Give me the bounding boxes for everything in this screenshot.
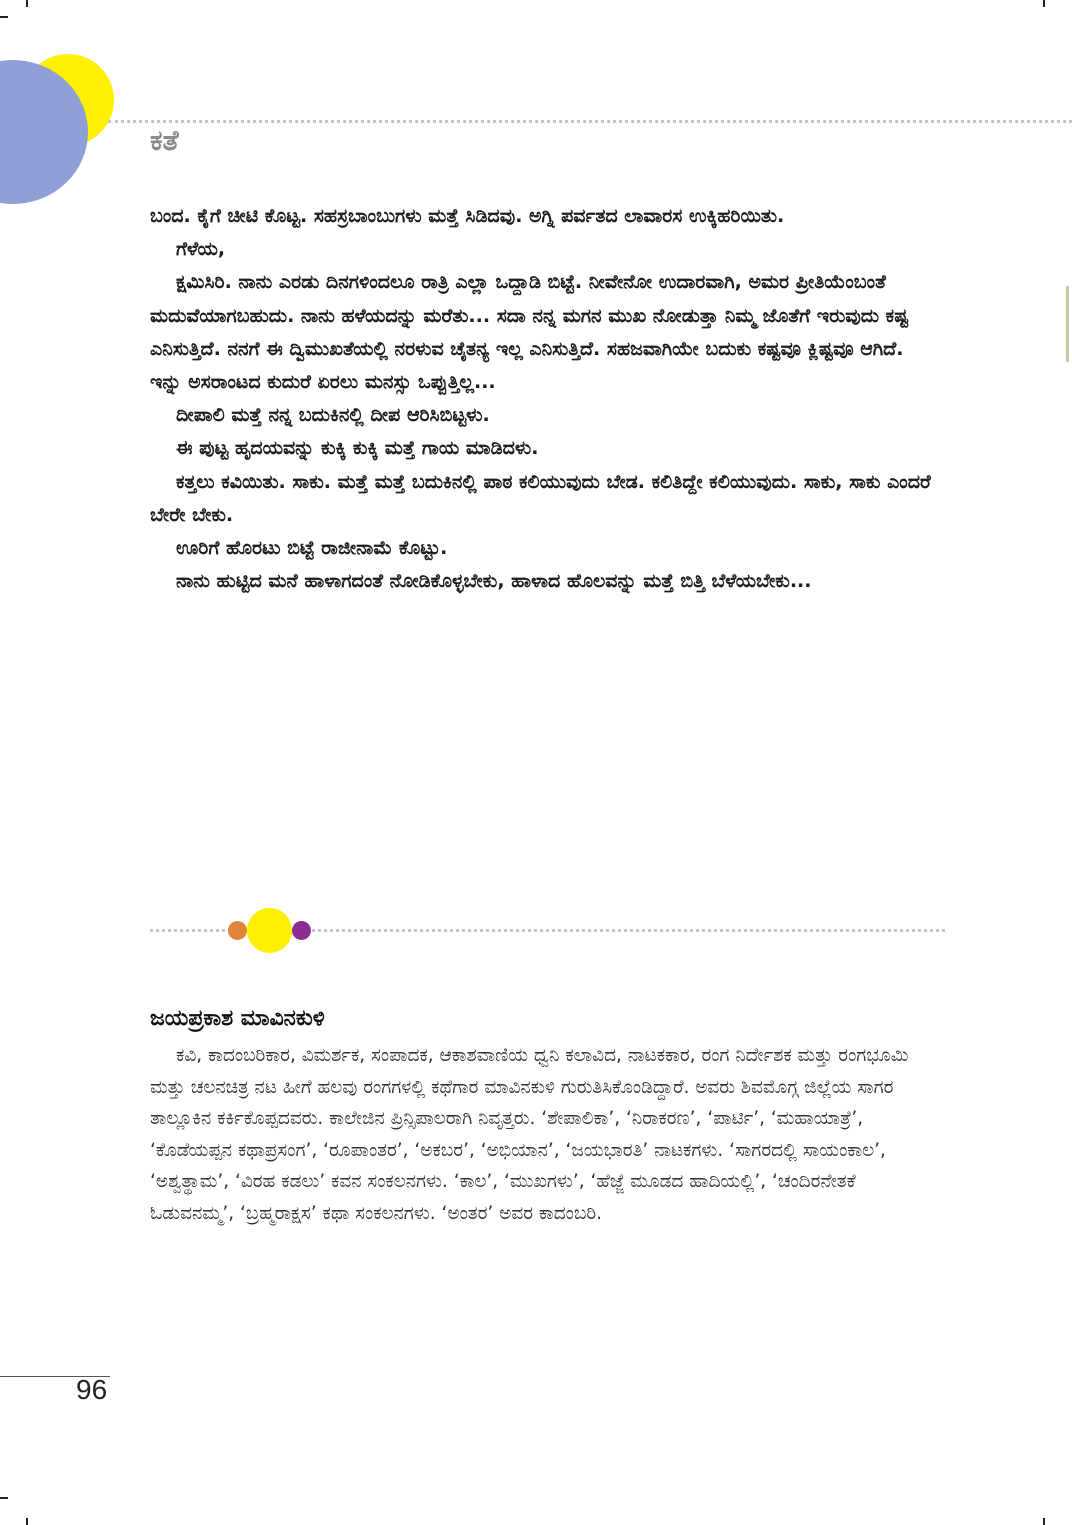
story-paragraph: ಕತ್ತಲು ಕವಿಯಿತು. ಸಾಕು. ಮತ್ತೆ ಮತ್ತೆ ಬದುಕಿನಲ್ಲಿ ಪಾಠ ಕಲಿಯುವುದು ಬೇಡ. ಕಲಿತಿದ್ದೇ ಕಲಿಯುವುದು. ಸಾಕು, ಸಾಕು ಎಂದರೆ ಬೇರೇ ಬೇಕು. bbox=[150, 470, 931, 526]
story-paragraph: ಈ ಪುಟ್ಟ ಹೃದಯವನ್ನು ಕುಕ್ಕಿ ಕುಕ್ಕಿ ಮತ್ತೆ ಗಾಯ ಮಾಡಿದಳು. bbox=[176, 437, 539, 460]
story-paragraph: ಗೆಳೆಯ, bbox=[176, 238, 226, 261]
section-title: ಕತೆ bbox=[150, 124, 179, 157]
crop-mark-left-bottom bbox=[0, 1497, 8, 1499]
author-bio: ಕವಿ, ಕಾದಂಬರಿಕಾರ, ವಿಮರ್ಶಕ, ಸಂಪಾದಕ, ಆಕಾಶವಾಣಿಯ ಧ್ವನಿ ಕಲಾವಿದ, ನಾಟಕಕಾರ, ರಂಗ ನಿರ್ದೇಶಕ ಮತ್ತು ರಂಗಭೂಮಿ ಮತ್ತು ಚಲನಚಿತ್ರ ನಟ ಹೀಗೆ ಹಲವು ರಂಗಗಳಲ್ಲಿ ಕಥೆಗಾರ ಮಾವಿನಕುಳಿ ಗುರುತಿಸಿಕೊಂಡಿದ್ದಾರೆ. ಅವರು ಶಿವಮೊಗ್ಗ ಜಿಲ್ಲೆಯ ಸಾಗರ ತಾಲ್ಲೂಕಿನ ಕರ್ಕಿಕೊಪ್ಪದವರು. ಕಾಲೇಜಿನ ಪ್ರಿನ್ಸಿಪಾಲರಾಗಿ ನಿವೃತ್ತರು. ‘ಶೇಪಾಲಿಕಾ’, ‘ನಿರಾಕರಣ’, ‘ಪಾರ್ಟಿ’, ‘ಮಹಾಯಾತ್ರೆ’, ‘ಕೊಡೆಯಪ್ಪನ ಕಥಾಪ್ರಸಂಗ’, ‘ರೂಪಾಂತರ’, ‘ಅಕಬರ’, ‘ಅಭಿಯಾನ’, ‘ಜಯಭಾರತಿ’ ನಾಟಕಗಳು. ‘ಸಾಗರದಲ್ಲಿ ಸಾಯಂಕಾಲ’, ‘ಅಶ್ವತ್ಥಾಮ’, ‘ವಿರಹ ಕಡಲು’ ಕವನ ಸಂಕಲನಗಳು. ‘ಕಾಲ’, ‘ಮುಖಗಳು’, ‘ಹೆಜ್ಜೆ ಮೂಡದ ಹಾದಿಯಲ್ಲಿ’, ‘ಚಂದಿರನೇತಕೆ ಓಡುವನಮ್ಮ’, ‘ಬ್ರಹ್ಮರಾಕ್ಷಸ’ ಕಥಾ ಸಂಕಲನಗಳು. ‘ಅಂತರ’ ಅವರ ಕಾದಂಬರಿ. bbox=[150, 1045, 909, 1224]
margin-mark bbox=[1066, 286, 1069, 362]
story-paragraph: ಬಂದ. ಕೈಗೆ ಚೀಟಿ ಕೊಟ್ಟ. ಸಹಸ್ರಬಾಂಬುಗಳು ಮತ್ತೆ ಸಿಡಿದವು. ಅಗ್ನಿ ಪರ್ವತದ ಲಾವಾರಸ ಉಕ್ಕಿಹರಿಯಿತು. bbox=[150, 205, 785, 227]
purple-dot-decoration bbox=[292, 921, 311, 940]
author-name: ಜಯಪ್ರಕಾಶ ಮಾವಿನಕುಳಿ bbox=[150, 1006, 325, 1031]
story-paragraph: ಊರಿಗೆ ಹೊರಟು ಬಿಟ್ಟೆ ರಾಜೀನಾಮೆ ಕೊಟ್ಟು. bbox=[176, 537, 448, 560]
crop-mark-top-right bbox=[1043, 0, 1045, 7]
story-text bbox=[150, 200, 940, 598]
story-paragraph: ಕ್ಷಮಿಸಿರಿ. ನಾನು ಎರಡು ದಿನಗಳಿಂದಲೂ ರಾತ್ರಿ ಎಲ್ಲಾ ಒದ್ದಾಡಿ ಬಿಟ್ಟೆ. ನೀವೇನೋ ಉದಾರವಾಗಿ, ಅಮರ ಪ್ರೀತಿಯೆಂಬಂತೆ ಮದುವೆಯಾಗಬಹುದು. ನಾನು ಹಳೆಯದನ್ನು ಮರೆತು... ಸದಾ ನನ್ನ ಮಗನ ಮುಖ ನೋಡುತ್ತಾ ನಿಮ್ಮ ಜೊತೆಗೆ ಇರುವುದು ಕಷ್ಟ ಎನಿಸುತ್ತಿದೆ. ನನಗೆ ಈ ದ್ವಿಮುಖತೆಯಲ್ಲಿ ನರಳುವ ಚೈತನ್ಯ ಇಲ್ಲ ಎನಿಸುತ್ತಿದೆ. ಸಹಜವಾಗಿಯೇ ಬದುಕು ಕಷ್ಟವೂ ಕ್ಲಿಷ್ಟವೂ ಆಗಿದೆ. ಇನ್ನು ಅಸರಾಂಟದ ಕುದುರೆ ಏರಲು ಮನಸ್ಸು ಒಪ್ಪುತ್ತಿಲ್ಲ... bbox=[150, 271, 909, 394]
orange-dot-decoration bbox=[228, 921, 247, 940]
story-paragraph: ನಾನು ಹುಟ್ಟಿದ ಮನೆ ಹಾಳಾಗದಂತೆ ನೋಡಿಕೊಳ್ಳಬೇಕು, ಹಾಳಾದ ಹೊಲವನ್ನು ಮತ್ತೆ ಬಿತ್ತಿ ಬೆಳೆಯಬೇಕು... bbox=[176, 570, 812, 593]
header-dotted-rule bbox=[108, 120, 1072, 123]
yellow-dot-decoration bbox=[247, 908, 292, 953]
crop-mark-left-top bbox=[0, 16, 8, 18]
crop-mark-bottom-right bbox=[1043, 1518, 1045, 1525]
page-number: 96 bbox=[76, 1374, 108, 1405]
story-paragraph: ದೀಪಾಲಿ ಮತ್ತೆ ನನ್ನ ಬದುಕಿನಲ್ಲಿ ದೀಪ ಆರಿಸಿಬಿಟ್ಟಳು. bbox=[176, 404, 490, 427]
crop-mark-bottom-left bbox=[26, 1518, 28, 1525]
crop-mark-top-left bbox=[26, 0, 28, 7]
